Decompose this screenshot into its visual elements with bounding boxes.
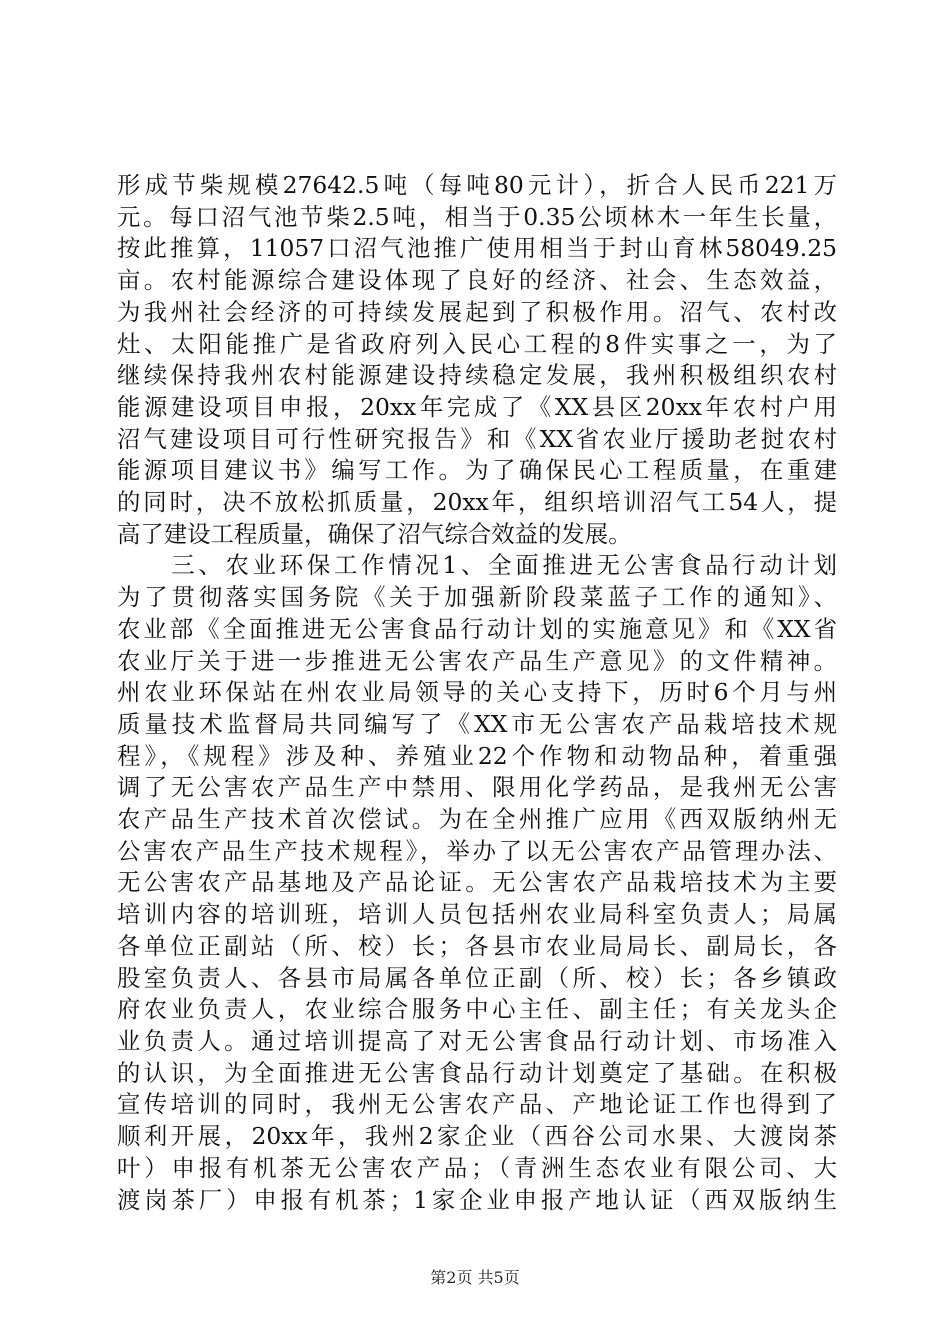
text-line: 的认识，为全面推进无公害食品行动计划奠定了基础。在积极 xyxy=(117,1058,837,1087)
text-line: 三、农业环保工作情况1、全面推进无公害食品行动计划 xyxy=(117,551,837,580)
text-line: 质量技术监督局共同编写了《XX市无公害农产品栽培技术规 xyxy=(117,709,837,738)
text-line: 的同时，决不放松抓质量，20xx年，组织培训沼气工54人，提 xyxy=(117,488,837,517)
text-line: 为了贯彻落实国务院《关于加强新阶段菜蓝子工作的通知》、 xyxy=(117,583,837,612)
text-line: 沼气建设项目可行性研究报告》和《XX省农业厅援助老挝农村 xyxy=(117,424,837,453)
text-line: 高了建设工程质量，确保了沼气综合效益的发展。 xyxy=(117,519,632,548)
body-text xyxy=(117,170,837,1216)
text-line: 渡岗茶厂）申报有机茶；1家企业申报产地认证（西双版纳生 xyxy=(117,1185,837,1214)
text-line: 亩。农村能源综合建设体现了良好的经济、社会、生态效益， xyxy=(117,266,837,295)
text-line: 农产品生产技术首次偿试。为在全州推广应用《西双版纳州无 xyxy=(117,805,837,834)
text-line: 州农业环保站在州农业局领导的关心支持下，历时6个月与州 xyxy=(117,678,837,707)
text-line: 形成节柴规模27642.5吨（每吨80元计），折合人民币221万 xyxy=(117,171,837,199)
text-line: 按此推算，11057口沼气池推广使用相当于封山育林58049.25 xyxy=(117,234,837,263)
page-footer: 第2页 共5页 xyxy=(430,1268,520,1287)
text-line: 能源项目建议书》编写工作。为了确保民心工程质量，在重建 xyxy=(117,456,837,485)
text-line: 灶、太阳能推广是省政府列入民心工程的8件实事之一，为了 xyxy=(117,329,837,358)
text-line: 无公害农产品基地及产品论证。无公害农产品栽培技术为主要 xyxy=(117,868,837,897)
text-line: 业负责人。通过培训提高了对无公害食品行动计划、市场准入 xyxy=(117,1026,837,1055)
text-line: 顺利开展，20xx年，我州2家企业（西谷公司水果、大渡岗茶 xyxy=(117,1122,837,1151)
text-line: 培训内容的培训班，培训人员包括州农业局科室负责人；局属 xyxy=(117,900,837,929)
text-line: 公害农产品生产技术规程》，举办了以无公害农产品管理办法、 xyxy=(117,836,837,865)
text-line: 能源建设项目申报，20xx年完成了《XX县区20xx年农村户用 xyxy=(117,392,837,421)
text-line: 宣传培训的同时，我州无公害农产品、产地论证工作也得到了 xyxy=(117,1090,837,1119)
text-line: 农业厅关于进一步推进无公害农产品生产意见》的文件精神。 xyxy=(117,646,837,675)
text-line: 农业部《全面推进无公害食品行动计划的实施意见》和《XX省 xyxy=(117,614,837,643)
text-line: 为我州社会经济的可持续发展起到了积极作用。沼气、农村改 xyxy=(117,297,837,326)
text-line: 各单位正副站（所、校）长；各县市农业局局长、副局长，各 xyxy=(117,931,837,960)
text-line: 调了无公害农产品生产中禁用、限用化学药品，是我州无公害 xyxy=(117,773,837,802)
text-line: 继续保持我州农村能源建设持续稳定发展，我州积极组织农村 xyxy=(117,361,837,390)
text-line: 府农业负责人，农业综合服务中心主任、副主任；有关龙头企 xyxy=(117,995,837,1024)
text-line: 元。每口沼气池节柴2.5吨，相当于0.35公顷林木一年生长量， xyxy=(117,202,837,231)
text-line: 叶）申报有机茶无公害农产品；（青洲生态农业有限公司、大 xyxy=(117,1153,837,1182)
text-line: 程》，《规程》涉及种、养殖业22个作物和动物品种，着重强 xyxy=(117,741,837,770)
text-line: 股室负责人、各县市局属各单位正副（所、校）长；各乡镇政 xyxy=(117,963,837,992)
